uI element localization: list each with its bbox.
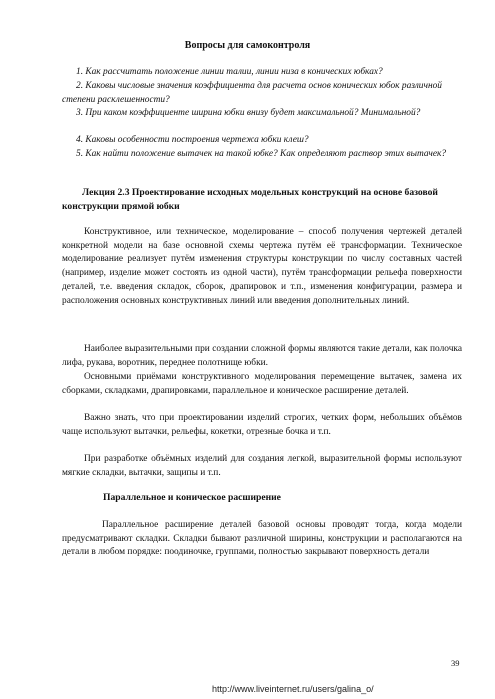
watermark-url: http://www.liveinternet.ru/users/galina_o/ (212, 684, 374, 694)
question-4: 4. Каковы особенности построения чертежа юбки клеш? (76, 135, 309, 145)
page-number: 39 (451, 658, 460, 668)
paragraph-6: Параллельное расширение деталей базовой основы проводят тогда, когда модели предусматривают складки. Складки бывают различной ширины, конструкции и располагаются на детали в любом порядке: поодиночке, группами, полностью закрывают поверхность детали (62, 520, 462, 558)
paragraph-2: Наиболее выразительными при создании сложной формы являются такие детали, как полочка лифа, рукава, воротник, переднее полотнище юбки. (62, 344, 462, 368)
paragraph-4: Важно знать, что при проектировании изделий строгих, четких форм, небольших объёмов чаще используют вытачки, рельефы, кокетки, отрезные бочка и т.п. (62, 413, 462, 437)
question-1: 1. Как рассчитать положение линии талии, линии низа в конических юбках? (76, 67, 383, 77)
question-3: 3. При каком коэффициенте ширина юбки внизу будет максимальной? Минимальной? (76, 108, 421, 118)
section-heading: Вопросы для самоконтроля (184, 40, 311, 51)
lecture-title: Лекция 2.3 Проектирование исходных модельных конструкций на основе базовой конструкции прямой юбки (62, 187, 438, 212)
question-5: 5. Как найти положение вытачек на такой юбке? Как определяют раствор этих вытачек? (76, 149, 447, 159)
paragraph-1: Конструктивное, или техническое, моделирование – способ получения чертежей деталей конкретной модели на базе основной схемы чертежа путём её трансформации. Техническое моделирование реализует путём изменения структуры конструкции по числу составных частей (например, изделие может состоять из одной части), путём трансформации рельефа поверхности деталей, т.е. введения складок, сборок, драпировок и т.п., изменения конфигурации, размера и расположения основных конструктивных линий или введения дополнительных линий. (62, 227, 462, 306)
question-2: 2. Каковы числовые значения коэффициента для расчета основ конических юбок различной степени расклешенности? (62, 81, 442, 105)
subheading: Параллельное и коническое расширение (103, 492, 281, 503)
paragraph-5: При разработке объёмных изделий для создания легкой, выразительной формы используют мягкие складки, вытачки, защипы и т.п. (62, 454, 462, 478)
paragraph-3: Основными приёмами конструктивного моделирования перемещение вытачек, замена их сборками, складками, драпировками, параллельное и коническое расширение деталей. (62, 372, 462, 396)
